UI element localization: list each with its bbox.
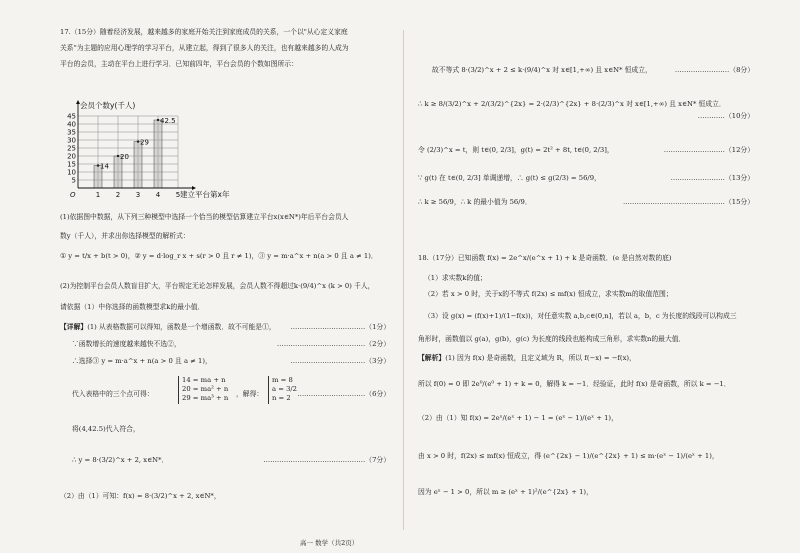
m-bound-line: 因为 eˣ − 1 > 0，所以 m ≥ (eˣ + 1)²/(e^{2x} + 1)， xyxy=(418,488,593,496)
score-4: …………………………（6分） xyxy=(297,390,390,398)
data-point xyxy=(97,164,99,166)
chart-grid xyxy=(78,116,178,188)
y-tick-label: 35 xyxy=(67,128,76,137)
analysis-tag: 【解析】 xyxy=(418,354,446,362)
inequality-line: 故不等式 8·(3/2)^x + 2 ≤ k·(9/4)^x 对 x∈[1,+∞) 且 x∈N* 恒成立， xyxy=(432,66,652,74)
f0-line: 所以 f(0) = 0 即 2e⁰/(e⁰ + 1) + k = 0，解得 k = −1．经验证，此时 f(x) 是奇函数，所以 k = −1． xyxy=(418,380,731,388)
score-15: ………………………………………（15分） xyxy=(623,198,754,206)
check-line: 将(4,42.5)代入符合， xyxy=(72,425,140,433)
score-10: …………（10分） xyxy=(697,112,754,120)
y-tick-label: 45 xyxy=(67,112,76,121)
member-count-chart xyxy=(60,80,260,200)
x-tick-label: 2 xyxy=(115,191,121,199)
equation-system xyxy=(178,376,228,404)
solution-system xyxy=(268,376,297,404)
q18-part2: （2）若 x > 0 时，关于x的不等式 f(2x) ≤ mf(x) 恒成立，求实数m的取值范围； xyxy=(424,290,673,298)
q18-part3-line1: （3）设 g(x) = (f(x)+1)/(1−f(x))，对任意实数 a,b,c∈(0,n]，若以 a，b，c 为长度的线段可以构成三 xyxy=(424,312,737,320)
data-point xyxy=(157,119,159,121)
analysis-text: (1) 因为 f(x) 是奇函数，且定义域为 R，所以 f(−x) = −f(x)， xyxy=(445,354,636,362)
q17-text-line1: 17.（15分）随着经济发展，越来越多的家庭开始关注到家庭成员的关系，一个以"从心定义家庭 xyxy=(60,28,348,36)
right-column xyxy=(418,0,754,553)
choose-line: ∴选择③ y = m·a^x + n(a > 0 且 a ≠ 1)， xyxy=(72,357,212,365)
y-tick-label: 40 xyxy=(67,120,76,129)
solve-word: ，解得： xyxy=(236,390,264,398)
left-column xyxy=(60,0,390,553)
result-line: ∴ y = 8·(3/2)^x + 2, x∈N*． xyxy=(72,456,169,464)
score-2: …………………………………（2分） xyxy=(276,340,390,348)
y-tick-label: 15 xyxy=(67,160,76,169)
chart-title: 会员个数y(千人) xyxy=(80,101,136,110)
x-tick-label: 5 xyxy=(175,191,181,199)
bar xyxy=(134,142,142,188)
q18-part3-line2: 角形时，函数值以 g(a)，g(b)，g(c) 为长度的线段也能构成三角形，求实数n的最大值． xyxy=(418,335,686,343)
score-5: ………………………………………（7分） xyxy=(263,456,390,464)
q17-text-line2: 关系"为主题的应用心理学的学习平台，从建立起，得到了很多人的关注，也有越来越多的人成为 xyxy=(60,44,349,52)
score-1: ……………………………（1分） xyxy=(290,323,390,331)
chart-labels xyxy=(67,100,230,199)
origin-label: O xyxy=(70,191,76,199)
data-label: 42.5 xyxy=(160,117,176,125)
part2-line2: 请依据（1）中你选择的函数模型求k的最小值． xyxy=(60,303,205,311)
y-tick-label: 5 xyxy=(71,176,76,185)
part1-line1: (1)依据图中数据，从下列三种模型中选择一个恰当的模型估算建立平台x(x∈N*)年后平台会员人 xyxy=(60,213,349,221)
substitute-line: 代入表格中的三个点可得： xyxy=(72,390,154,398)
q17-text-line3: 平台的会员，主动在平台上进行学习．已知前四年，平台会员的个数如图所示： xyxy=(60,60,298,68)
monotonic-line: ∵ g(t) 在 t∈(0, 2/3] 单调递增，∴ g(t) ≤ g(2/3) = 56/9， xyxy=(418,174,601,182)
detail-tag: 【详解】 xyxy=(60,323,88,331)
part1-line2: 数y（千人），并求出你选择模型的解析式： xyxy=(60,232,190,240)
q18-text: 18.（17分）已知函数 f(x) = 2e^x/(e^x + 1) + k 是奇函数．(e 是自然对数的底) xyxy=(418,254,672,262)
equation-3: 29 = ma³ + n xyxy=(182,394,229,403)
bar xyxy=(154,120,162,188)
detail-line xyxy=(60,323,276,331)
y-tick-label: 10 xyxy=(67,168,76,177)
score-13: ……………………（13分） xyxy=(670,174,754,182)
k-bound-line: ∴ k ≥ 8/(3/2)^x + 2/(3/2)^{2x} = 2·(2/3)^{2x} + 8·(2/3)^x 对 x∈[1,+∞) 且 x∈N* 恒成立． xyxy=(418,100,726,108)
model-options: ① y = t/x + b(t > 0)，② y = d·log_r x + s(r > 0 且 r ≠ 1)，③ y = m·a^x + n(a > 0 且 a ≠ 1)． xyxy=(60,252,378,260)
detail-text: (1) 从表格数据可以得知，函数是一个增函数．故不可能是①， xyxy=(87,323,276,331)
x-axis-label: 建立平台第x年 xyxy=(180,190,230,199)
x-tick-label: 3 xyxy=(135,191,141,199)
data-point xyxy=(137,140,139,142)
data-label: 20 xyxy=(120,153,129,161)
score-8: ……………………（8分） xyxy=(674,66,754,74)
x-tick-label: 4 xyxy=(155,191,161,199)
solution-n: n = 2 xyxy=(272,394,291,403)
part2-fx-line: （2）由（1）知 f(x) = 2eˣ/(eˣ + 1) − 1 = (eˣ − 1)/(eˣ + 1)， xyxy=(418,414,618,422)
because-line: ∵函数增长的速度越来越快不选②， xyxy=(72,340,181,348)
equation-1: 14 = ma + n xyxy=(182,376,226,384)
data-label: 29 xyxy=(140,138,149,147)
score-3: ……………………………（3分） xyxy=(290,357,390,365)
q18-part1: （1）求实数k的值； xyxy=(424,274,487,282)
equation-2: 20 = ma² + n xyxy=(182,385,229,394)
k-min-line: ∴ k ≥ 56/9，∴ k 的最小值为 56/9． xyxy=(418,198,532,206)
data-label: 14 xyxy=(100,162,109,171)
analysis-line xyxy=(418,354,636,362)
score-12: ………………………（12分） xyxy=(663,146,754,154)
column-divider xyxy=(403,30,404,530)
part2-line1: (2)为控制平台会员人数盲目扩大，平台规定无论怎样发展，会员人数不得超过k·(9/4)^x (k > 0) 千人， xyxy=(60,282,375,290)
solution-a: a = 3/2 xyxy=(272,385,298,394)
data-point xyxy=(117,155,119,157)
page-footer: 高一 数学（共2页） xyxy=(300,539,359,547)
y-tick-label: 30 xyxy=(67,136,76,145)
solution-m: m = 8 xyxy=(272,376,293,384)
inequality-transform-line: 由 x > 0 时，f(2x) ≤ mf(x) 恒成立，得 (e^{2x} − 1)/(e^{2x} + 1) ≤ m·(eˣ − 1)/(eˣ + 1)， xyxy=(418,452,719,460)
x-tick-label: 1 xyxy=(95,191,101,199)
substitution-line: 令 (2/3)^x = t，则 t∈(0, 2/3]，g(t) = 2t² + 8t, t∈(0, 2/3]， xyxy=(418,146,614,154)
part2-start-line: （2）由（1）可知：f(x) = 8·(3/2)^x + 2, x∈N*， xyxy=(60,492,221,500)
y-tick-label: 20 xyxy=(67,152,76,161)
y-tick-label: 25 xyxy=(67,144,76,153)
